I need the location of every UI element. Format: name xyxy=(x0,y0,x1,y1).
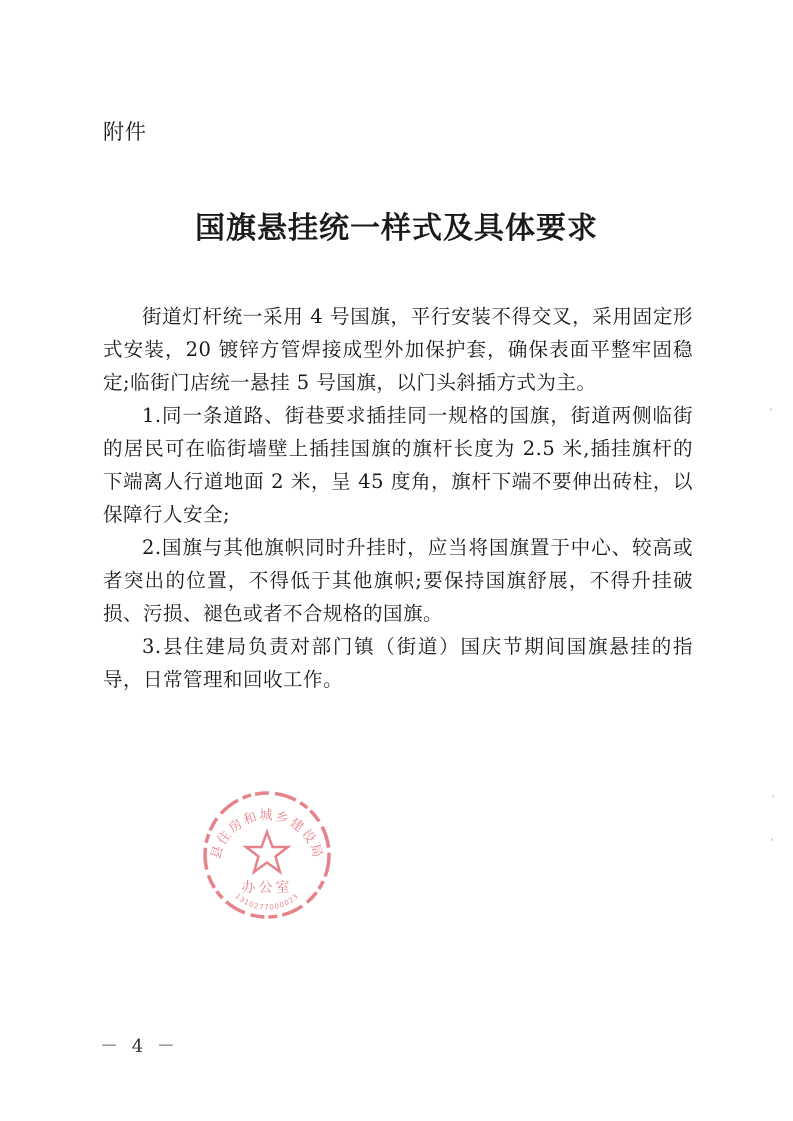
seal-star-icon xyxy=(246,832,288,872)
paragraph-item-2: 2.国旗与其他旗帜同时升挂时，应当将国旗置于中心、较高或者突出的位置，不得低于其他旗帜;要保持国旗舒展，不得升挂破损、污损、褪色或者不合规格的国旗。 xyxy=(103,536,693,625)
official-seal xyxy=(192,780,342,930)
scan-speck xyxy=(770,408,772,411)
paragraph-intro: 街道灯杆统一采用 4 号国旗，平行安装不得交叉，采用固定形式安装，20 镀锌方管焊接成型外加保护套，确保表面平整牢固稳定;临街门店统一悬挂 5 号国旗，以门头斜插方式为主。 xyxy=(103,305,693,394)
attachment-label: 附件 xyxy=(103,120,147,144)
scan-speck xyxy=(772,795,774,798)
paragraph-item-1: 1.同一条道路、街巷要求插挂同一规格的国旗，街道两侧临街的居民可在临街墙壁上插挂国旗的旗杆长度为 2.5 米,插挂旗杆的下端离人行道地面 2 米，呈 45 度角，旗杆下端不要伸出砖柱，以保障行人安全; xyxy=(103,404,693,526)
document-title: 国旗悬挂统一样式及具体要求 xyxy=(195,211,598,246)
paragraph-item-3: 3.县住建局负责对部门镇（街道）国庆节期间国旗悬挂的指导，日常管理和回收工作。 xyxy=(103,635,693,691)
seal-top-text: 县住房和城乡建设局 xyxy=(208,808,326,862)
seal-bottom-text: 办公室 xyxy=(241,880,293,896)
document-body xyxy=(103,300,693,696)
page-number: － 4 － xyxy=(100,1036,179,1057)
seal-code: 1310277000023 xyxy=(233,892,301,912)
scan-speck xyxy=(771,838,773,841)
